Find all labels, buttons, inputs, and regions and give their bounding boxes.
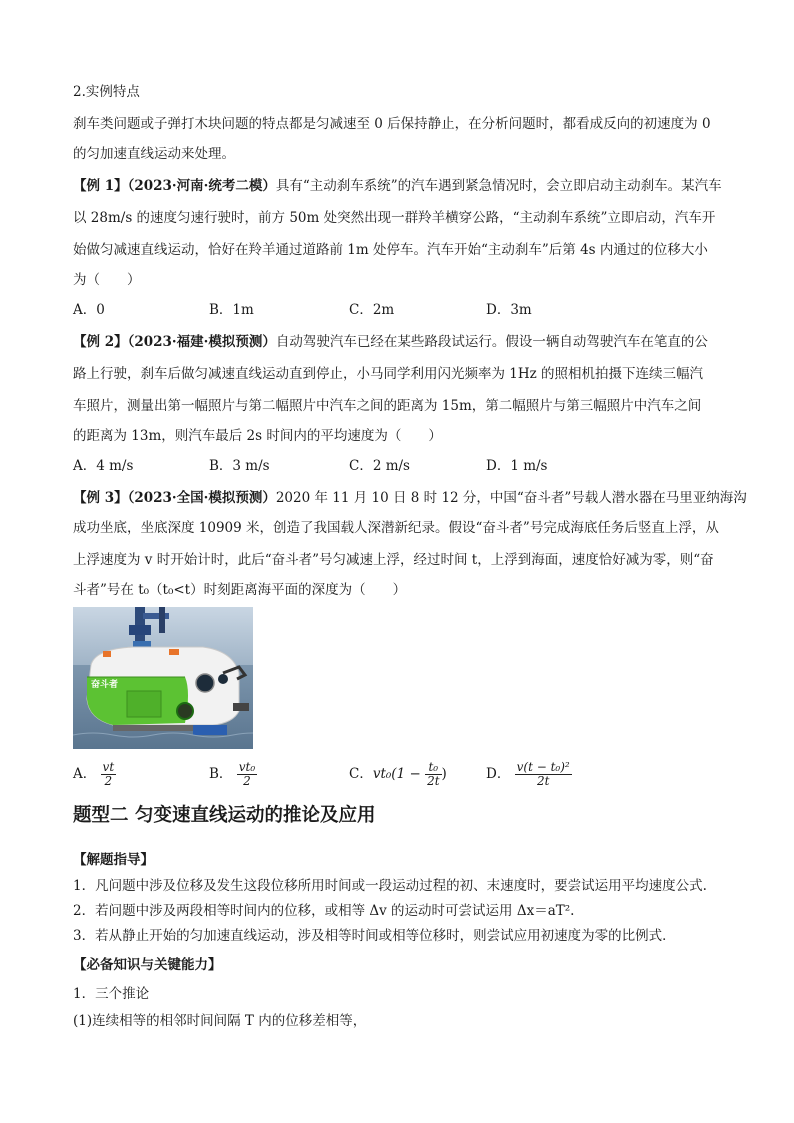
example-3-line-4: 斗者”号在 t₀（t₀<t）时刻距离海平面的深度为（ ） [73,582,407,598]
example-1-line-2: 以 28m/s 的速度匀速行驶时，前方 50m 处突然出现一群羚羊横穿公路，“主动刹车系统”立即启动，汽车开 [73,210,716,226]
guide-item-1: 1．凡问题中涉及位移及发生这段位移所用时间或一段运动过程的初、末速度时，要尝试运用平均速度公式. [73,878,707,894]
paragraph-line: 刹车类问题或子弹打木块问题的特点都是匀减速至 0 后保持静止，在分析问题时，都看成反向的初速度为 0 [73,116,711,132]
option-b: B． $\frac{\text{vt₀}}{2}$ [209,760,256,788]
example-1-tag: 【例 1】（2023·河南·统考二模） [73,178,276,194]
fraction: $\frac{\text{v(t − t₀)²}}{2t}$ [516,760,570,788]
example-3-line-2: 成功坐底，坐底深度 10909 米，创造了我国载人深潜新纪录。假设“奋斗者”号完成海底任务后竖直上浮，从 [73,520,719,536]
option-a: A． $\frac{vt}{2}$ [73,760,115,788]
topic-heading: 题型二 匀变速直线运动的推论及应用 [73,805,376,826]
knowledge-item-1: 1．三个推论 [73,986,150,1002]
option-a: A．4 m/s [73,458,134,474]
example-1-line-1: 【例 1】（2023·河南·统考二模）具有“主动刹车系统”的汽车遇到紧急情况时，会立即启动主动刹车。某汽车 [73,178,722,194]
fraction: $\frac{\text{vt₀}}{2}$ [238,760,256,788]
guide-item-2: 2．若问题中涉及两段相等时间内的位移，或相等 Δv 的运动时可尝试运用 Δx＝aT². [73,903,575,919]
guide-heading: 【解题指导】 [73,852,154,868]
option-d: D．3m [486,302,532,318]
option-c: C．vt₀(1 − $\frac{\text{t₀}}{2t}$ ) [349,760,447,788]
guide-item-3: 3．若从静止开始的匀加速直线运动，涉及相等时间或相等位移时，则尝试应用初速度为零的比例式． [73,928,676,944]
option-c: C．2 m/s [349,458,410,474]
example-2-tag: 【例 2】（2023·福建·模拟预测） [73,334,276,350]
example-2-options [73,456,733,476]
option-d: D． $\frac{\text{v(t − t₀)²}}{2t}$ [486,760,570,788]
example-1-options [73,300,733,320]
fraction: $\frac{vt}{2}$ [102,760,115,788]
hull-label: 奋斗者 [91,680,119,690]
paragraph-line: 的匀加速直线运动来处理。 [73,146,235,162]
option-b: B．3 m/s [209,458,270,474]
example-3-line-1: 【例 3】（2023·全国·模拟预测）2020 年 11 月 10 日 8 时 12 分，中国“奋斗者”号载人潜水器在马里亚纳海沟 [73,490,747,506]
option-d: D．1 m/s [486,458,548,474]
option-c: C．2m [349,302,395,318]
example-1-line-3: 始做匀减速直线运动，恰好在羚羊通过道路前 1m 处停车。汽车开始“主动刹车”后第 4s 内通过的位移大小 [73,242,708,258]
submersible-image [73,607,253,749]
option-a: A．0 [73,302,105,318]
submersible-photo [73,607,253,749]
option-b: B．1m [209,302,254,318]
example-2-line-1: 【例 2】（2023·福建·模拟预测）自动驾驶汽车已经在某些路段试运行。假设一辆自动驾驶汽车在笔直的公 [73,334,708,350]
knowledge-item-2: (1)连续相等的相邻时间间隔 T 内的位移差相等， [73,1013,367,1029]
section-heading: 2.实例特点 [73,84,140,100]
example-2-line-3: 车照片，测量出第一幅照片与第二幅照片中汽车之间的距离为 15m，第二幅照片与第三幅照片中汽车之间 [73,398,702,414]
example-2-line-4: 的距离为 13m，则汽车最后 2s 时间内的平均速度为（ ） [73,428,442,444]
example-1-line-4: 为（ ） [73,272,141,288]
example-2-line-2: 路上行驶，刹车后做匀减速直线运动直到停止，小马同学利用闪光频率为 1Hz 的照相机拍摄下连续三幅汽 [73,366,704,382]
knowledge-heading: 【必备知识与关键能力】 [73,957,222,973]
fraction: $\frac{\text{t₀}}{2t}$ [427,760,440,788]
example-3-line-3: 上浮速度为 v 时开始计时，此后“奋斗者”号匀减速上浮，经过时间 t，上浮到海面，速度恰好减为零，则“奋 [73,552,714,568]
example-3-tag: 【例 3】（2023·全国·模拟预测） [73,490,276,506]
